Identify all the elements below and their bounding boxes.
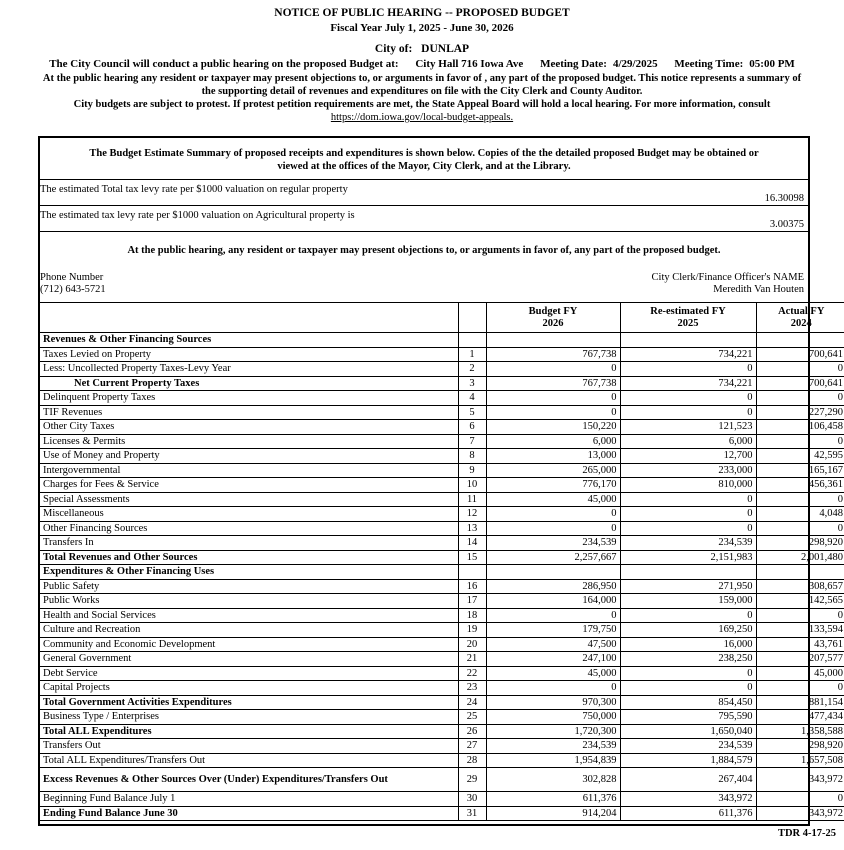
row-line-number: 21	[458, 652, 486, 667]
row-label: Miscellaneous	[40, 507, 458, 522]
row-line-number: 13	[458, 521, 486, 536]
row-budget-2026: 247,100	[486, 652, 620, 667]
clerk-name: Meredith Van Houten	[713, 284, 804, 295]
row-label: Net Current Property Taxes	[40, 376, 458, 391]
row-reestimated-2025: 234,539	[620, 739, 756, 754]
row-reestimated-2025: 233,000	[620, 463, 756, 478]
row-reestimated-2025: 2,151,983	[620, 550, 756, 565]
row-reestimated-2025: 16,000	[620, 637, 756, 652]
appeals-link[interactable]: https://dom.iowa.gov/local-budget-appeals.	[330, 112, 514, 123]
meeting-date-label: Meeting Date:	[540, 58, 607, 70]
row-actual-2024: 298,920	[756, 739, 844, 754]
row-budget-2026: 611,376	[486, 792, 620, 807]
row-label: Use of Money and Property	[40, 449, 458, 464]
section-row	[40, 333, 844, 348]
row-budget-2026: 970,300	[486, 695, 620, 710]
row-line-number: 5	[458, 405, 486, 420]
row-label: Health and Social Services	[40, 608, 458, 623]
row-reestimated-2025: 169,250	[620, 623, 756, 638]
table-row	[40, 608, 844, 623]
table-row	[40, 550, 844, 565]
header-label	[40, 303, 458, 333]
row-budget-2026: 45,000	[486, 492, 620, 507]
table-row	[40, 405, 844, 420]
table-row	[40, 376, 844, 391]
row-actual-2024: 2,001,480	[756, 550, 844, 565]
row-reestimated-2025: 0	[620, 405, 756, 420]
row-line-number: 7	[458, 434, 486, 449]
row-reestimated-2025: 0	[620, 608, 756, 623]
row-actual-2024: 0	[756, 681, 844, 696]
row-line-number: 15	[458, 550, 486, 565]
table-row	[40, 463, 844, 478]
row-actual-2024: 1,358,588	[756, 724, 844, 739]
row-label: Community and Economic Development	[40, 637, 458, 652]
table-row	[40, 347, 844, 362]
row-budget-2026: 0	[486, 521, 620, 536]
row-reestimated-2025: 1,650,040	[620, 724, 756, 739]
row-reestimated-2025: 234,539	[620, 536, 756, 551]
row-line-number: 20	[458, 637, 486, 652]
row-actual-2024: 0	[756, 434, 844, 449]
row-label: Total Government Activities Expenditures	[40, 695, 458, 710]
table-row	[40, 637, 844, 652]
row-reestimated-2025: 6,000	[620, 434, 756, 449]
row-reestimated-2025: 0	[620, 681, 756, 696]
row-line-number: 14	[458, 536, 486, 551]
row-budget-2026: 750,000	[486, 710, 620, 725]
row-label: Other City Taxes	[40, 420, 458, 435]
row-reestimated-2025: 0	[620, 391, 756, 406]
row-line-number	[458, 565, 486, 580]
row-budget-2026	[486, 333, 620, 348]
row-budget-2026: 150,220	[486, 420, 620, 435]
ag-levy-row	[40, 206, 808, 232]
regular-levy-row	[40, 180, 808, 206]
row-reestimated-2025: 121,523	[620, 420, 756, 435]
row-label: Public Safety	[40, 579, 458, 594]
row-budget-2026: 914,204	[486, 806, 620, 821]
row-label: General Government	[40, 652, 458, 667]
row-line-number: 2	[458, 362, 486, 377]
budget-table	[40, 302, 844, 821]
row-actual-2024: 477,434	[756, 710, 844, 725]
row-actual-2024: 45,000	[756, 666, 844, 681]
row-label: Business Type / Enterprises	[40, 710, 458, 725]
phone-number: (712) 643-5721	[40, 284, 106, 295]
row-line-number: 25	[458, 710, 486, 725]
row-line-number: 12	[458, 507, 486, 522]
row-actual-2024	[756, 333, 844, 348]
row-line-number: 9	[458, 463, 486, 478]
table-row	[40, 739, 844, 754]
header-budget: Budget FY 2026	[486, 303, 620, 333]
row-reestimated-2025: 795,590	[620, 710, 756, 725]
row-line-number: 10	[458, 478, 486, 493]
meeting-time: 05:00 PM	[749, 58, 795, 70]
table-row	[40, 768, 844, 792]
row-line-number: 28	[458, 753, 486, 768]
row-label: Special Assessments	[40, 492, 458, 507]
row-budget-2026: 45,000	[486, 666, 620, 681]
header-reestimated: Re-estimated FY 2025	[620, 303, 756, 333]
row-reestimated-2025: 611,376	[620, 806, 756, 821]
section-row	[40, 565, 844, 580]
row-budget-2026: 767,738	[486, 376, 620, 391]
row-actual-2024: 227,290	[756, 405, 844, 420]
clerk-label: City Clerk/Finance Officer's NAME	[651, 272, 804, 283]
row-reestimated-2025: 238,250	[620, 652, 756, 667]
fiscal-year: Fiscal Year July 1, 2025 - June 30, 2026	[330, 22, 514, 34]
row-line-number: 6	[458, 420, 486, 435]
row-reestimated-2025	[620, 565, 756, 580]
row-label: Total ALL Expenditures	[40, 724, 458, 739]
row-label: Debt Service	[40, 666, 458, 681]
table-row	[40, 710, 844, 725]
row-budget-2026: 0	[486, 362, 620, 377]
table-row	[40, 806, 844, 821]
header-line	[458, 303, 486, 333]
row-label: Transfers In	[40, 536, 458, 551]
regular-levy-value: 16.30098	[764, 193, 804, 204]
table-header-row	[40, 303, 844, 333]
table-row	[40, 681, 844, 696]
regular-levy-label: The estimated Total tax levy rate per $1000 valuation on regular property	[40, 184, 348, 195]
table-row	[40, 478, 844, 493]
row-budget-2026: 767,738	[486, 347, 620, 362]
row-actual-2024: 298,920	[756, 536, 844, 551]
row-budget-2026: 776,170	[486, 478, 620, 493]
contact-block	[40, 272, 808, 300]
row-line-number: 18	[458, 608, 486, 623]
row-label: Beginning Fund Balance July 1	[40, 792, 458, 807]
row-label: Less: Uncollected Property Taxes-Levy Year	[40, 362, 458, 377]
row-line-number: 27	[458, 739, 486, 754]
row-line-number: 11	[458, 492, 486, 507]
phone-block	[40, 272, 106, 296]
row-budget-2026: 302,828	[486, 768, 620, 792]
row-line-number: 31	[458, 806, 486, 821]
clerk-block	[652, 272, 804, 296]
table-row	[40, 623, 844, 638]
meeting-prefix: The City Council will conduct a public hearing on the proposed Budget at:	[49, 58, 399, 70]
table-row	[40, 420, 844, 435]
meeting-location: City Hall 716 Iowa Ave	[415, 58, 524, 70]
row-actual-2024: 142,565	[756, 594, 844, 609]
row-reestimated-2025: 0	[620, 362, 756, 377]
row-line-number: 4	[458, 391, 486, 406]
row-line-number: 22	[458, 666, 486, 681]
row-actual-2024: 1,657,508	[756, 753, 844, 768]
row-reestimated-2025: 159,000	[620, 594, 756, 609]
row-label: Excess Revenues & Other Sources Over (Under) Expenditures/Transfers Out	[40, 768, 458, 792]
table-row	[40, 507, 844, 522]
row-budget-2026: 0	[486, 391, 620, 406]
budget-body	[40, 333, 844, 821]
summary-text: The Budget Estimate Summary of proposed receipts and expenditures is shown below. Copies of the the detailed proposed Budget may be obtained or viewed at the offices of the Mayor, City Clerk, and at the Library.	[40, 138, 808, 180]
row-line-number: 29	[458, 768, 486, 792]
row-actual-2024: 165,167	[756, 463, 844, 478]
row-actual-2024: 700,641	[756, 347, 844, 362]
table-row	[40, 792, 844, 807]
table-row	[40, 391, 844, 406]
row-budget-2026: 286,950	[486, 579, 620, 594]
meeting-line	[0, 57, 844, 72]
table-row	[40, 695, 844, 710]
row-actual-2024: 881,154	[756, 695, 844, 710]
row-actual-2024: 343,972	[756, 768, 844, 792]
table-row	[40, 521, 844, 536]
row-line-number: 1	[458, 347, 486, 362]
row-actual-2024: 207,577	[756, 652, 844, 667]
row-actual-2024: 700,641	[756, 376, 844, 391]
row-reestimated-2025: 12,700	[620, 449, 756, 464]
row-budget-2026: 234,539	[486, 536, 620, 551]
row-actual-2024: 0	[756, 391, 844, 406]
row-actual-2024: 0	[756, 362, 844, 377]
row-actual-2024: 0	[756, 492, 844, 507]
row-line-number: 8	[458, 449, 486, 464]
row-reestimated-2025: 1,884,579	[620, 753, 756, 768]
form-code: TDR 4-17-25	[777, 828, 836, 839]
table-row	[40, 724, 844, 739]
row-budget-2026: 265,000	[486, 463, 620, 478]
row-line-number: 30	[458, 792, 486, 807]
row-actual-2024	[756, 565, 844, 580]
row-reestimated-2025: 734,221	[620, 376, 756, 391]
table-row	[40, 434, 844, 449]
row-actual-2024: 0	[756, 608, 844, 623]
row-label: Culture and Recreation	[40, 623, 458, 638]
meeting-date: 4/29/2025	[612, 58, 658, 70]
row-line-number: 23	[458, 681, 486, 696]
row-reestimated-2025: 271,950	[620, 579, 756, 594]
row-budget-2026: 0	[486, 681, 620, 696]
row-line-number	[458, 333, 486, 348]
row-line-number: 24	[458, 695, 486, 710]
row-budget-2026: 1,720,300	[486, 724, 620, 739]
table-row	[40, 449, 844, 464]
table-row	[40, 362, 844, 377]
row-budget-2026: 0	[486, 608, 620, 623]
ag-levy-label: The estimated tax levy rate per $1000 valuation on Agricultural property is	[40, 210, 355, 221]
row-budget-2026: 13,000	[486, 449, 620, 464]
city-label: City of:	[374, 43, 413, 55]
row-label: TIF Revenues	[40, 405, 458, 420]
row-reestimated-2025: 0	[620, 521, 756, 536]
row-reestimated-2025: 854,450	[620, 695, 756, 710]
row-label: Revenues & Other Financing Sources	[40, 333, 458, 348]
row-budget-2026: 234,539	[486, 739, 620, 754]
table-row	[40, 666, 844, 681]
row-label: Capital Projects	[40, 681, 458, 696]
meeting-time-label: Meeting Time:	[674, 58, 744, 70]
row-actual-2024: 106,458	[756, 420, 844, 435]
row-budget-2026: 1,954,839	[486, 753, 620, 768]
row-budget-2026: 179,750	[486, 623, 620, 638]
row-label: Licenses & Permits	[40, 434, 458, 449]
hearing-statement: At the public hearing, any resident or taxpayer may present objections to, or arguments in favor of, any part of the proposed budget.	[127, 245, 721, 256]
row-budget-2026: 0	[486, 507, 620, 522]
table-row	[40, 492, 844, 507]
row-reestimated-2025	[620, 333, 756, 348]
row-actual-2024: 343,972	[756, 806, 844, 821]
budget-frame	[38, 136, 843, 826]
row-label: Public Works	[40, 594, 458, 609]
row-line-number: 26	[458, 724, 486, 739]
row-actual-2024: 0	[756, 792, 844, 807]
row-label: Expenditures & Other Financing Uses	[40, 565, 458, 580]
row-label: Ending Fund Balance June 30	[40, 806, 458, 821]
row-reestimated-2025: 734,221	[620, 347, 756, 362]
row-actual-2024: 0	[756, 521, 844, 536]
row-reestimated-2025: 0	[620, 507, 756, 522]
row-reestimated-2025: 267,404	[620, 768, 756, 792]
row-reestimated-2025: 810,000	[620, 478, 756, 493]
table-row	[40, 652, 844, 667]
row-line-number: 17	[458, 594, 486, 609]
row-reestimated-2025: 0	[620, 666, 756, 681]
row-label: Charges for Fees & Service	[40, 478, 458, 493]
row-label: Total ALL Expenditures/Transfers Out	[40, 753, 458, 768]
row-actual-2024: 4,048	[756, 507, 844, 522]
city-name: DUNLAP	[421, 43, 470, 55]
ag-levy-value: 3.00375	[769, 219, 804, 230]
row-label: Other Financing Sources	[40, 521, 458, 536]
protest-paragraph: City budgets are subject to protest. If protest petition requirements are met, the State Appeal Board will hold a local hearing. For more information, consult	[73, 99, 771, 110]
notice-title: NOTICE OF PUBLIC HEARING -- PROPOSED BUDGET	[274, 7, 570, 19]
table-row	[40, 753, 844, 768]
row-label: Taxes Levied on Property	[40, 347, 458, 362]
row-actual-2024: 133,594	[756, 623, 844, 638]
row-reestimated-2025: 0	[620, 492, 756, 507]
row-actual-2024: 456,361	[756, 478, 844, 493]
row-budget-2026: 164,000	[486, 594, 620, 609]
objection-paragraph: At the public hearing any resident or taxpayer may present objections to, or arguments in favor of , any part of the proposed budget. This notice represents a summary of the supporting detail of revenues and expenditures on file with the City Clerk and County Auditor.	[42, 73, 802, 97]
row-label: Intergovernmental	[40, 463, 458, 478]
table-row	[40, 594, 844, 609]
header-actual: Actual FY 2024	[756, 303, 844, 333]
row-budget-2026: 47,500	[486, 637, 620, 652]
row-budget-2026: 2,257,667	[486, 550, 620, 565]
row-label: Transfers Out	[40, 739, 458, 754]
row-line-number: 3	[458, 376, 486, 391]
row-line-number: 16	[458, 579, 486, 594]
phone-label: Phone Number	[40, 272, 104, 283]
table-row	[40, 536, 844, 551]
row-reestimated-2025: 343,972	[620, 792, 756, 807]
row-budget-2026	[486, 565, 620, 580]
row-actual-2024: 43,761	[756, 637, 844, 652]
row-budget-2026: 0	[486, 405, 620, 420]
city-line	[0, 42, 844, 57]
row-label: Total Revenues and Other Sources	[40, 550, 458, 565]
row-actual-2024: 308,657	[756, 579, 844, 594]
table-row	[40, 579, 844, 594]
row-actual-2024: 42,595	[756, 449, 844, 464]
notice-header	[0, 6, 844, 124]
row-line-number: 19	[458, 623, 486, 638]
row-budget-2026: 6,000	[486, 434, 620, 449]
row-label: Delinquent Property Taxes	[40, 391, 458, 406]
